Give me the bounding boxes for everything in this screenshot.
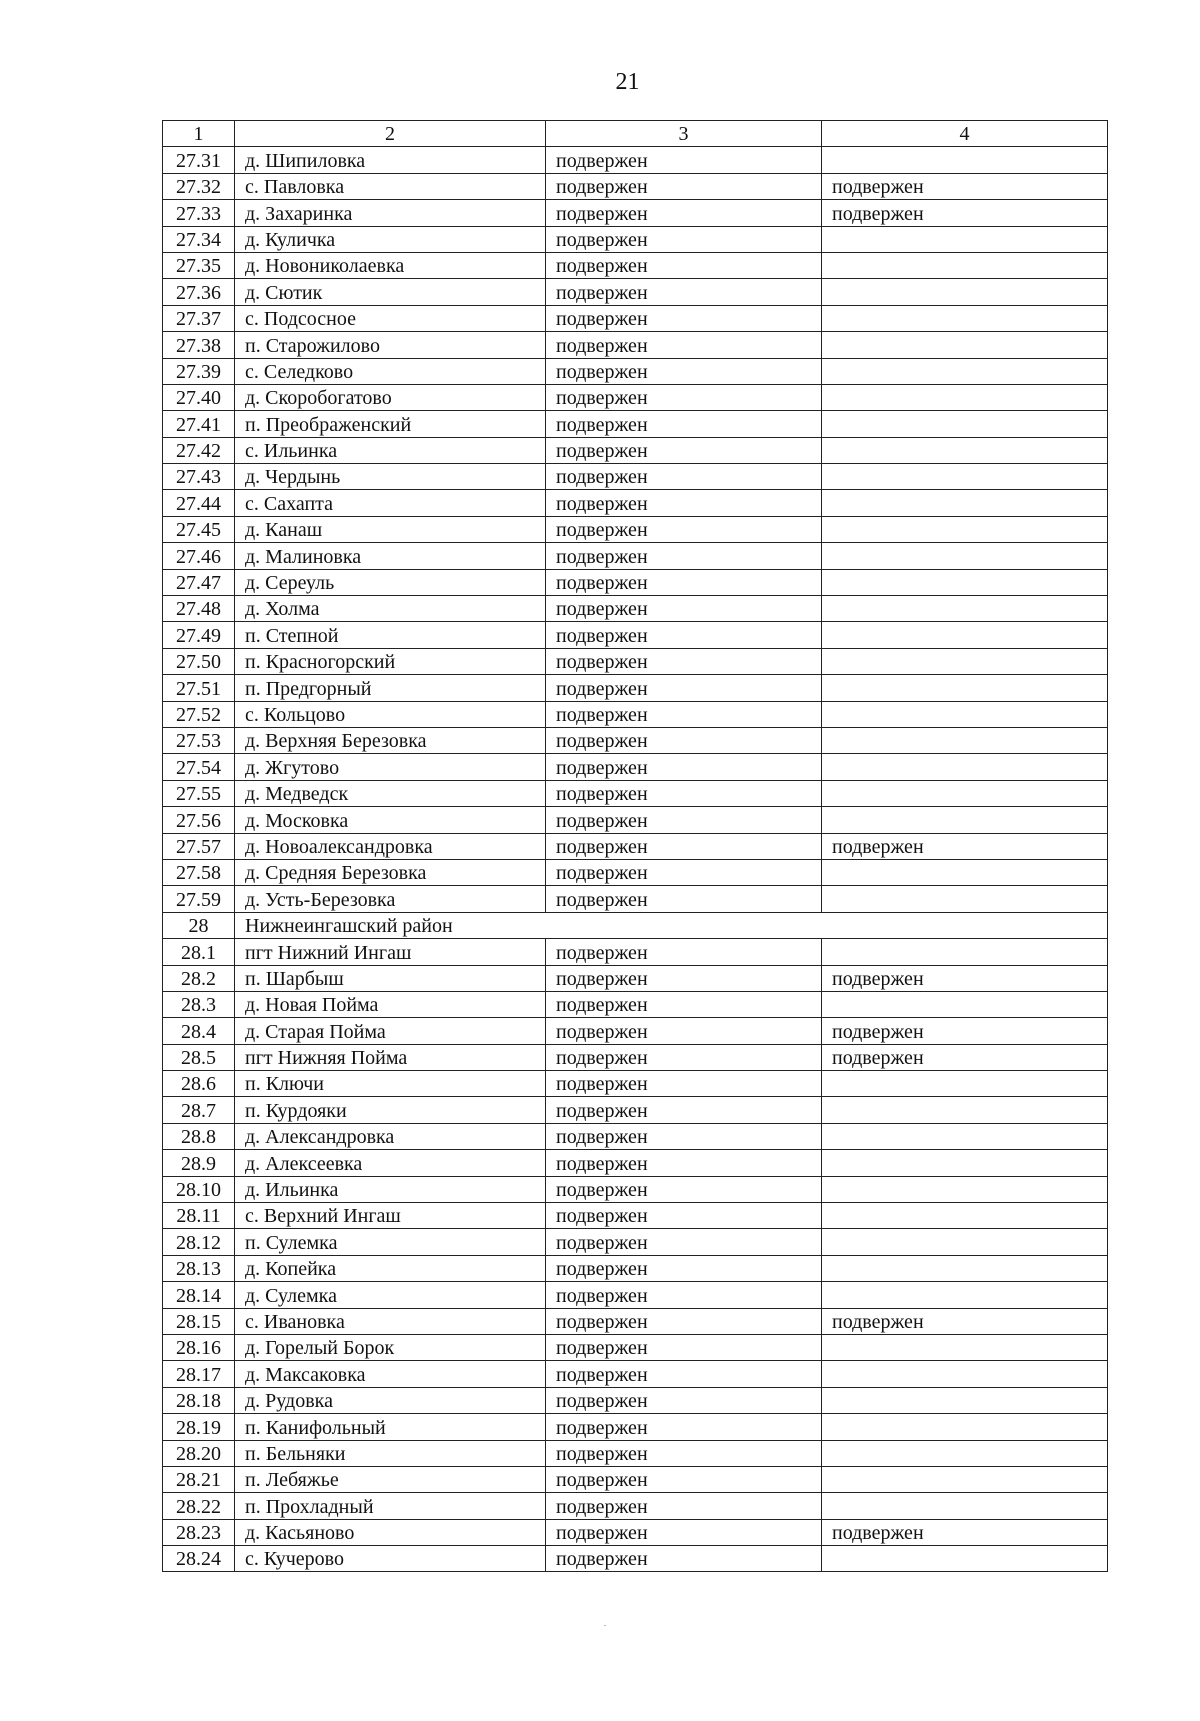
table-row bbox=[163, 305, 1108, 331]
column-4-cell bbox=[822, 332, 1108, 358]
column-4-cell bbox=[822, 807, 1108, 833]
column-4-cell bbox=[822, 859, 1108, 885]
row-number-cell: 27.46 bbox=[163, 543, 235, 569]
table-row bbox=[163, 754, 1108, 780]
table-row bbox=[163, 807, 1108, 833]
column-4-cell bbox=[822, 1546, 1108, 1572]
row-number-cell: 28.11 bbox=[163, 1203, 235, 1229]
row-number-cell: 28.19 bbox=[163, 1414, 235, 1440]
settlement-name-cell: с. Кольцово bbox=[235, 701, 546, 727]
column-4-cell bbox=[822, 1123, 1108, 1149]
settlement-name-cell: д. Ильинка bbox=[235, 1176, 546, 1202]
column-4-cell bbox=[822, 1334, 1108, 1360]
settlements-table bbox=[162, 120, 1108, 1572]
settlement-name-cell: д. Алексеевка bbox=[235, 1150, 546, 1176]
column-3-cell: подвержен bbox=[546, 1071, 822, 1097]
table-row bbox=[163, 437, 1108, 463]
row-number-cell: 27.54 bbox=[163, 754, 235, 780]
row-number-cell: 27.53 bbox=[163, 727, 235, 753]
column-3-cell: подвержен bbox=[546, 543, 822, 569]
settlement-name-cell: д. Сютик bbox=[235, 279, 546, 305]
column-header: 1 bbox=[163, 121, 235, 147]
table-row bbox=[163, 200, 1108, 226]
column-4-cell bbox=[822, 279, 1108, 305]
district-name-cell: Нижнеингашский район bbox=[235, 912, 1108, 938]
column-3-cell: подвержен bbox=[546, 1334, 822, 1360]
column-3-cell: подвержен bbox=[546, 1018, 822, 1044]
column-4-cell bbox=[822, 1493, 1108, 1519]
table-row bbox=[163, 1282, 1108, 1308]
table-row bbox=[163, 279, 1108, 305]
table-row bbox=[163, 173, 1108, 199]
page-number: 21 bbox=[615, 69, 640, 95]
table-row bbox=[163, 1493, 1108, 1519]
table-row bbox=[163, 727, 1108, 753]
column-4-cell bbox=[822, 596, 1108, 622]
settlement-name-cell: д. Верхняя Березовка bbox=[235, 727, 546, 753]
column-4-cell bbox=[822, 411, 1108, 437]
settlement-name-cell: п. Красногорский bbox=[235, 648, 546, 674]
column-4-cell bbox=[822, 226, 1108, 252]
settlement-name-cell: п. Предгорный bbox=[235, 675, 546, 701]
column-4-cell bbox=[822, 1097, 1108, 1123]
table-row bbox=[163, 226, 1108, 252]
column-4-cell: подвержен bbox=[822, 173, 1108, 199]
column-4-cell bbox=[822, 147, 1108, 173]
column-3-cell: подвержен bbox=[546, 252, 822, 278]
settlement-name-cell: д. Рудовка bbox=[235, 1387, 546, 1413]
column-3-cell: подвержен bbox=[546, 675, 822, 701]
row-number-cell: 27.35 bbox=[163, 252, 235, 278]
settlement-name-cell: д. Чердынь bbox=[235, 464, 546, 490]
column-3-cell: подвержен bbox=[546, 1044, 822, 1070]
table-row bbox=[163, 675, 1108, 701]
column-3-cell: подвержен bbox=[546, 886, 822, 912]
row-number-cell: 28.5 bbox=[163, 1044, 235, 1070]
row-number-cell: 27.32 bbox=[163, 173, 235, 199]
column-3-cell: подвержен bbox=[546, 596, 822, 622]
column-header: 2 bbox=[235, 121, 546, 147]
row-number-cell: 27.58 bbox=[163, 859, 235, 885]
column-4-cell bbox=[822, 1229, 1108, 1255]
table-header-row bbox=[163, 121, 1108, 147]
column-3-cell: подвержен bbox=[546, 516, 822, 542]
row-number-cell: 27.49 bbox=[163, 622, 235, 648]
row-number-cell: 27.31 bbox=[163, 147, 235, 173]
column-3-cell: подвержен bbox=[546, 411, 822, 437]
column-4-cell bbox=[822, 464, 1108, 490]
column-3-cell: подвержен bbox=[546, 648, 822, 674]
settlement-name-cell: п. Бельняки bbox=[235, 1440, 546, 1466]
settlement-name-cell: п. Курдояки bbox=[235, 1097, 546, 1123]
column-3-cell: подвержен bbox=[546, 780, 822, 806]
row-number-cell: 28.2 bbox=[163, 965, 235, 991]
column-4-cell: подвержен bbox=[822, 833, 1108, 859]
column-4-cell: подвержен bbox=[822, 965, 1108, 991]
column-4-cell bbox=[822, 1466, 1108, 1492]
column-4-cell bbox=[822, 939, 1108, 965]
column-3-cell: подвержен bbox=[546, 1282, 822, 1308]
row-number-cell: 28.6 bbox=[163, 1071, 235, 1097]
scan-speck bbox=[604, 1625, 606, 1626]
table-row bbox=[163, 490, 1108, 516]
table-row bbox=[163, 332, 1108, 358]
row-number-cell: 28.21 bbox=[163, 1466, 235, 1492]
row-number-cell: 27.52 bbox=[163, 701, 235, 727]
settlement-name-cell: д. Сулемка bbox=[235, 1282, 546, 1308]
column-3-cell: подвержен bbox=[546, 807, 822, 833]
column-3-cell: подвержен bbox=[546, 727, 822, 753]
table-row bbox=[163, 569, 1108, 595]
row-number-cell: 27.38 bbox=[163, 332, 235, 358]
column-3-cell: подвержен bbox=[546, 939, 822, 965]
settlement-name-cell: п. Прохладный bbox=[235, 1493, 546, 1519]
settlement-name-cell: с. Павловка bbox=[235, 173, 546, 199]
table-row bbox=[163, 1150, 1108, 1176]
column-4-cell: подвержен bbox=[822, 1519, 1108, 1545]
row-number-cell: 27.45 bbox=[163, 516, 235, 542]
table-row bbox=[163, 1097, 1108, 1123]
column-3-cell: подвержен bbox=[546, 1176, 822, 1202]
table-body bbox=[163, 147, 1108, 1572]
settlement-name-cell: с. Сахапта bbox=[235, 490, 546, 516]
column-3-cell: подвержен bbox=[546, 384, 822, 410]
row-number-cell: 28.4 bbox=[163, 1018, 235, 1044]
settlement-name-cell: д. Скоробогатово bbox=[235, 384, 546, 410]
column-4-cell bbox=[822, 1176, 1108, 1202]
row-number-cell: 27.43 bbox=[163, 464, 235, 490]
settlement-name-cell: д. Захаринка bbox=[235, 200, 546, 226]
table-row bbox=[163, 939, 1108, 965]
settlement-name-cell: с. Подсосное bbox=[235, 305, 546, 331]
column-3-cell: подвержен bbox=[546, 1229, 822, 1255]
column-3-cell: подвержен bbox=[546, 1493, 822, 1519]
table-row bbox=[163, 358, 1108, 384]
row-number-cell: 28.22 bbox=[163, 1493, 235, 1519]
column-3-cell: подвержен bbox=[546, 358, 822, 384]
table-row bbox=[163, 384, 1108, 410]
table-row bbox=[163, 1018, 1108, 1044]
table-row bbox=[163, 1255, 1108, 1281]
column-4-cell bbox=[822, 886, 1108, 912]
section-row bbox=[163, 912, 1108, 938]
row-number-cell: 28.10 bbox=[163, 1176, 235, 1202]
column-3-cell: подвержен bbox=[546, 991, 822, 1017]
row-number-cell: 28.13 bbox=[163, 1255, 235, 1281]
column-4-cell bbox=[822, 780, 1108, 806]
table-row bbox=[163, 516, 1108, 542]
settlement-name-cell: д. Новониколаевка bbox=[235, 252, 546, 278]
table-row bbox=[163, 833, 1108, 859]
column-4-cell bbox=[822, 569, 1108, 595]
row-number-cell: 27.56 bbox=[163, 807, 235, 833]
settlement-name-cell: пгт Нижний Ингаш bbox=[235, 939, 546, 965]
settlement-name-cell: п. Ключи bbox=[235, 1071, 546, 1097]
table-row bbox=[163, 147, 1108, 173]
column-4-cell bbox=[822, 490, 1108, 516]
row-number-cell: 27.57 bbox=[163, 833, 235, 859]
table-row bbox=[163, 886, 1108, 912]
table-row bbox=[163, 1519, 1108, 1545]
table-row bbox=[163, 1044, 1108, 1070]
row-number-cell: 27.36 bbox=[163, 279, 235, 305]
column-3-cell: подвержен bbox=[546, 173, 822, 199]
row-number-cell: 27.50 bbox=[163, 648, 235, 674]
column-3-cell: подвержен bbox=[546, 569, 822, 595]
column-4-cell: подвержен bbox=[822, 1018, 1108, 1044]
table-row bbox=[163, 965, 1108, 991]
row-number-cell: 27.59 bbox=[163, 886, 235, 912]
row-number-cell: 27.55 bbox=[163, 780, 235, 806]
column-header: 4 bbox=[822, 121, 1108, 147]
column-3-cell: подвержен bbox=[546, 279, 822, 305]
settlement-name-cell: д. Старая Пойма bbox=[235, 1018, 546, 1044]
row-number-cell: 28.15 bbox=[163, 1308, 235, 1334]
row-number-cell: 28.3 bbox=[163, 991, 235, 1017]
table-row bbox=[163, 252, 1108, 278]
row-number-cell: 28.1 bbox=[163, 939, 235, 965]
table-row bbox=[163, 1414, 1108, 1440]
column-4-cell bbox=[822, 648, 1108, 674]
row-number-cell: 28.14 bbox=[163, 1282, 235, 1308]
settlement-name-cell: д. Малиновка bbox=[235, 543, 546, 569]
column-4-cell bbox=[822, 754, 1108, 780]
table-row bbox=[163, 1334, 1108, 1360]
settlement-name-cell: п. Лебяжье bbox=[235, 1466, 546, 1492]
settlement-name-cell: с. Ильинка bbox=[235, 437, 546, 463]
row-number-cell: 28.17 bbox=[163, 1361, 235, 1387]
settlement-name-cell: с. Верхний Ингаш bbox=[235, 1203, 546, 1229]
column-3-cell: подвержен bbox=[546, 1440, 822, 1466]
settlement-name-cell: пгт Нижняя Пойма bbox=[235, 1044, 546, 1070]
row-number-cell: 28.16 bbox=[163, 1334, 235, 1360]
table-row bbox=[163, 859, 1108, 885]
settlement-name-cell: п. Старожилово bbox=[235, 332, 546, 358]
table-row bbox=[163, 701, 1108, 727]
column-3-cell: подвержен bbox=[546, 1414, 822, 1440]
settlement-name-cell: д. Холма bbox=[235, 596, 546, 622]
column-4-cell bbox=[822, 384, 1108, 410]
settlement-name-cell: д. Горелый Борок bbox=[235, 1334, 546, 1360]
column-3-cell: подвержен bbox=[546, 226, 822, 252]
column-4-cell bbox=[822, 701, 1108, 727]
column-3-cell: подвержен bbox=[546, 464, 822, 490]
column-3-cell: подвержен bbox=[546, 1255, 822, 1281]
row-number-cell: 28.7 bbox=[163, 1097, 235, 1123]
column-3-cell: подвержен bbox=[546, 1150, 822, 1176]
table-row bbox=[163, 1123, 1108, 1149]
table-row bbox=[163, 991, 1108, 1017]
row-number-cell: 28.18 bbox=[163, 1387, 235, 1413]
table-row bbox=[163, 543, 1108, 569]
settlement-name-cell: д. Жгутово bbox=[235, 754, 546, 780]
row-number-cell: 27.44 bbox=[163, 490, 235, 516]
settlement-name-cell: п. Сулемка bbox=[235, 1229, 546, 1255]
settlement-name-cell: с. Селедково bbox=[235, 358, 546, 384]
table-row bbox=[163, 780, 1108, 806]
row-number-cell: 27.37 bbox=[163, 305, 235, 331]
column-3-cell: подвержен bbox=[546, 833, 822, 859]
settlement-name-cell: п. Канифольный bbox=[235, 1414, 546, 1440]
table-row bbox=[163, 1203, 1108, 1229]
settlement-name-cell: д. Александровка bbox=[235, 1123, 546, 1149]
table-row bbox=[163, 1440, 1108, 1466]
row-number-cell: 27.47 bbox=[163, 569, 235, 595]
settlement-name-cell: д. Куличка bbox=[235, 226, 546, 252]
column-4-cell bbox=[822, 1282, 1108, 1308]
settlement-name-cell: д. Канаш bbox=[235, 516, 546, 542]
row-number-cell: 27.41 bbox=[163, 411, 235, 437]
settlement-name-cell: д. Копейка bbox=[235, 1255, 546, 1281]
column-4-cell bbox=[822, 1414, 1108, 1440]
settlement-name-cell: д. Сереуль bbox=[235, 569, 546, 595]
settlement-name-cell: д. Новоалександровка bbox=[235, 833, 546, 859]
table-row bbox=[163, 1071, 1108, 1097]
settlement-name-cell: д. Усть-Березовка bbox=[235, 886, 546, 912]
column-3-cell: подвержен bbox=[546, 147, 822, 173]
row-number-cell: 27.34 bbox=[163, 226, 235, 252]
column-4-cell: подвержен bbox=[822, 1044, 1108, 1070]
row-number-cell: 27.40 bbox=[163, 384, 235, 410]
table-row bbox=[163, 1229, 1108, 1255]
column-3-cell: подвержен bbox=[546, 437, 822, 463]
column-3-cell: подвержен bbox=[546, 1361, 822, 1387]
column-3-cell: подвержен bbox=[546, 1466, 822, 1492]
settlement-name-cell: д. Касьяново bbox=[235, 1519, 546, 1545]
settlement-name-cell: с. Ивановка bbox=[235, 1308, 546, 1334]
column-3-cell: подвержен bbox=[546, 332, 822, 358]
column-4-cell bbox=[822, 1150, 1108, 1176]
settlement-name-cell: д. Шипиловка bbox=[235, 147, 546, 173]
table-row bbox=[163, 464, 1108, 490]
row-number-cell: 28 bbox=[163, 912, 235, 938]
column-4-cell: подвержен bbox=[822, 1308, 1108, 1334]
row-number-cell: 27.33 bbox=[163, 200, 235, 226]
settlement-name-cell: д. Средняя Березовка bbox=[235, 859, 546, 885]
column-4-cell bbox=[822, 727, 1108, 753]
table-row bbox=[163, 411, 1108, 437]
table-row bbox=[163, 1176, 1108, 1202]
row-number-cell: 27.42 bbox=[163, 437, 235, 463]
settlement-name-cell: д. Максаковка bbox=[235, 1361, 546, 1387]
column-4-cell bbox=[822, 1071, 1108, 1097]
row-number-cell: 28.20 bbox=[163, 1440, 235, 1466]
table-row bbox=[163, 622, 1108, 648]
column-4-cell bbox=[822, 305, 1108, 331]
column-3-cell: подвержен bbox=[546, 754, 822, 780]
column-3-cell: подвержен bbox=[546, 490, 822, 516]
column-3-cell: подвержен bbox=[546, 1519, 822, 1545]
row-number-cell: 28.9 bbox=[163, 1150, 235, 1176]
settlement-name-cell: с. Кучерово bbox=[235, 1546, 546, 1572]
column-4-cell bbox=[822, 622, 1108, 648]
row-number-cell: 27.51 bbox=[163, 675, 235, 701]
settlement-name-cell: п. Шарбыш bbox=[235, 965, 546, 991]
settlement-name-cell: д. Московка bbox=[235, 807, 546, 833]
column-3-cell: подвержен bbox=[546, 1203, 822, 1229]
column-3-cell: подвержен bbox=[546, 1387, 822, 1413]
row-number-cell: 28.8 bbox=[163, 1123, 235, 1149]
settlement-name-cell: п. Преображенский bbox=[235, 411, 546, 437]
column-4-cell bbox=[822, 252, 1108, 278]
column-4-cell bbox=[822, 1203, 1108, 1229]
column-3-cell: подвержен bbox=[546, 859, 822, 885]
column-3-cell: подвержен bbox=[546, 1123, 822, 1149]
column-3-cell: подвержен bbox=[546, 622, 822, 648]
column-3-cell: подвержен bbox=[546, 965, 822, 991]
column-4-cell bbox=[822, 1361, 1108, 1387]
column-4-cell bbox=[822, 1255, 1108, 1281]
row-number-cell: 27.48 bbox=[163, 596, 235, 622]
row-number-cell: 28.23 bbox=[163, 1519, 235, 1545]
column-4-cell bbox=[822, 516, 1108, 542]
settlement-name-cell: д. Новая Пойма bbox=[235, 991, 546, 1017]
column-4-cell bbox=[822, 437, 1108, 463]
column-4-cell bbox=[822, 543, 1108, 569]
table-row bbox=[163, 648, 1108, 674]
row-number-cell: 27.39 bbox=[163, 358, 235, 384]
column-3-cell: подвержен bbox=[546, 200, 822, 226]
column-3-cell: подвержен bbox=[546, 1308, 822, 1334]
table-row bbox=[163, 1361, 1108, 1387]
column-4-cell bbox=[822, 1440, 1108, 1466]
settlement-name-cell: п. Степной bbox=[235, 622, 546, 648]
column-4-cell bbox=[822, 991, 1108, 1017]
table-row bbox=[163, 1387, 1108, 1413]
table-row bbox=[163, 1308, 1108, 1334]
row-number-cell: 28.24 bbox=[163, 1546, 235, 1572]
row-number-cell: 28.12 bbox=[163, 1229, 235, 1255]
column-4-cell bbox=[822, 675, 1108, 701]
column-3-cell: подвержен bbox=[546, 1546, 822, 1572]
column-4-cell bbox=[822, 1387, 1108, 1413]
settlement-name-cell: д. Медведск bbox=[235, 780, 546, 806]
column-3-cell: подвержен bbox=[546, 1097, 822, 1123]
column-4-cell: подвержен bbox=[822, 200, 1108, 226]
table-row bbox=[163, 1466, 1108, 1492]
column-4-cell bbox=[822, 358, 1108, 384]
column-header: 3 bbox=[546, 121, 822, 147]
table-row bbox=[163, 1546, 1108, 1572]
table-row bbox=[163, 596, 1108, 622]
column-3-cell: подвержен bbox=[546, 701, 822, 727]
column-3-cell: подвержен bbox=[546, 305, 822, 331]
